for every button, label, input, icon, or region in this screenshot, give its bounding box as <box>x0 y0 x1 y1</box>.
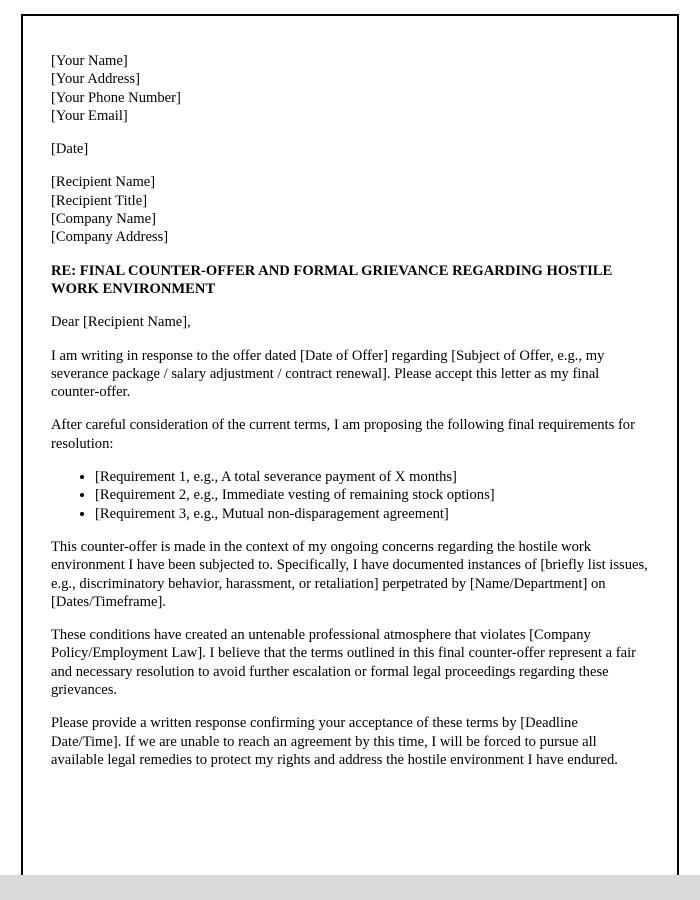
date-block <box>51 140 649 158</box>
sender-email: [Your Email] <box>51 107 128 124</box>
requirements-list <box>51 468 649 523</box>
sender-phone: [Your Phone Number] <box>51 89 181 106</box>
subject-line: RE: FINAL COUNTER-OFFER AND FORMAL GRIEVANCE REGARDING HOSTILE WORK ENVIRONMENT <box>51 262 613 297</box>
paragraph-conditions: These conditions have created an untenable professional atmosphere that violates [Company Policy/Employment Law]. I believe that the terms outlined in this final counter-offer represent a fair and necessary resolution to avoid further escalation or formal legal proceedings regarding these grievances. <box>51 627 637 699</box>
paragraph-proposal: After careful consideration of the current terms, I am proposing the following final requirements for resolution: <box>51 417 635 452</box>
requirement-item: • [Requirement 3, e.g., Mutual non-disparagement agreement] <box>95 505 649 523</box>
recipient-title: [Recipient Title] <box>51 192 148 209</box>
recipient-block <box>51 173 649 246</box>
letter-page <box>21 14 679 900</box>
page-bottom-edge <box>0 875 700 900</box>
recipient-name: [Recipient Name] <box>51 174 156 191</box>
requirement-item: • [Requirement 2, e.g., Immediate vesting of remaining stock options] <box>95 486 649 504</box>
sender-block <box>51 52 649 125</box>
recipient-address: [Company Address] <box>51 229 169 246</box>
requirement-item: • [Requirement 1, e.g., A total severance payment of X months] <box>95 468 649 486</box>
letter-date: [Date] <box>51 141 89 158</box>
sender-name: [Your Name] <box>51 53 128 69</box>
salutation: Dear [Recipient Name], <box>51 314 191 331</box>
paragraph-deadline: Please provide a written response confirming your acceptance of these terms by [Deadline Date/Time]. If we are unable to reach an agreement by this time, I will be forced to pursue all available legal remedies to protect my rights and address the hostile environment I have endured. <box>51 715 618 768</box>
paragraph-context: This counter-offer is made in the context of my ongoing concerns regarding the hostile work environment I have been subjected to. Specifically, I have documented instances of [briefly list issues, e.g., discriminatory behavior, harassment, or retaliation] perpetrated by [Name/Department] on [Dates/Timeframe]. <box>51 538 648 610</box>
paragraph-intro: I am writing in response to the offer dated [Date of Offer] regarding [Subject of Offer, e.g., my severance package / salary adjustment / contract renewal]. Please accept this letter as my final counter-offer. <box>51 347 605 401</box>
sender-address: [Your Address] <box>51 71 140 88</box>
recipient-company: [Company Name] <box>51 211 156 228</box>
